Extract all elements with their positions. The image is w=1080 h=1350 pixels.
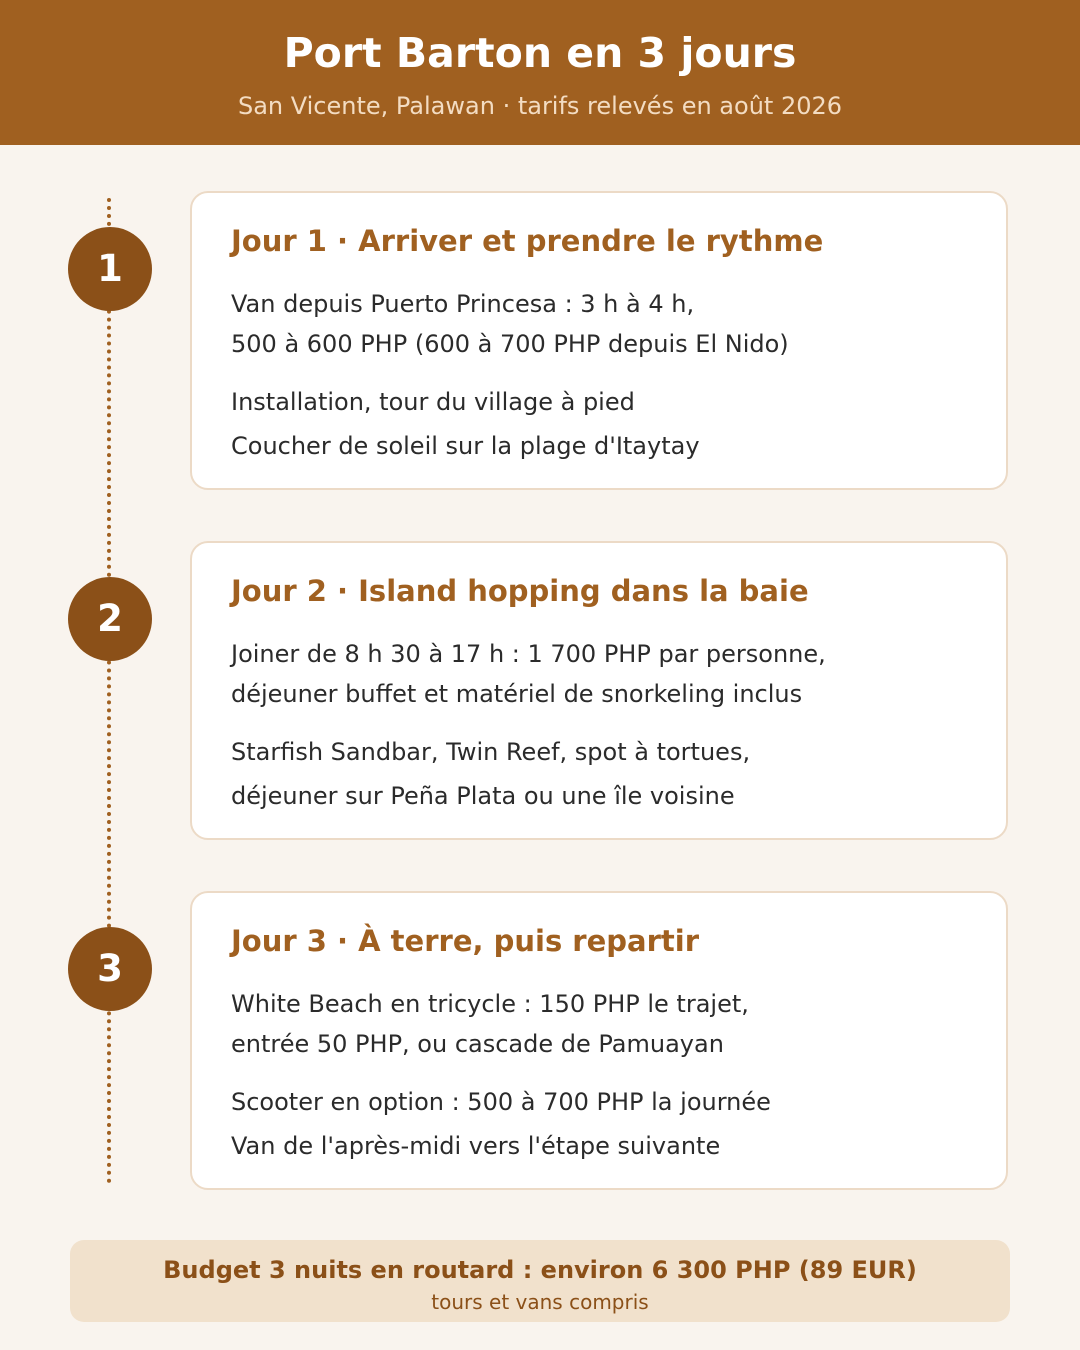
day-2-marker: 2 xyxy=(68,577,152,661)
day-1-line-3: Installation, tour du village à pied xyxy=(231,388,635,416)
day-2-title: Jour 2 · Island hopping dans la baie xyxy=(231,574,809,608)
budget-summary: Budget 3 nuits en routard : environ 6 300 PHP (89 EUR) xyxy=(163,1256,917,1284)
day-2-line-4: déjeuner sur Peña Plata ou une île voisine xyxy=(231,782,735,810)
day-1-line-2: 500 à 600 PHP (600 à 700 PHP depuis El Nido) xyxy=(231,330,789,358)
day-3-line-3: Scooter en option : 500 à 700 PHP la journée xyxy=(231,1088,771,1116)
day-3-marker: 3 xyxy=(68,927,152,1011)
day-3-line-4: Van de l'après-midi vers l'étape suivante xyxy=(231,1132,721,1160)
day-3-card xyxy=(190,891,1008,1190)
day-2-line-1: Joiner de 8 h 30 à 17 h : 1 700 PHP par personne, xyxy=(231,640,826,668)
budget-note: tours et vans compris xyxy=(431,1290,649,1314)
day-3-line-1: White Beach en tricycle : 150 PHP le trajet, xyxy=(231,990,749,1018)
page-title: Port Barton en 3 jours xyxy=(283,29,797,77)
timeline-dotted-line xyxy=(107,198,111,1184)
header-banner xyxy=(0,0,1080,145)
day-2-line-2: déjeuner buffet et matériel de snorkeling inclus xyxy=(231,680,803,708)
day-1-marker: 1 xyxy=(68,227,152,311)
day-2-card xyxy=(190,541,1008,840)
day-1-title: Jour 1 · Arriver et prendre le rythme xyxy=(231,224,824,258)
day-1-line-1: Van depuis Puerto Princesa : 3 h à 4 h, xyxy=(231,290,695,318)
page-subtitle: San Vicente, Palawan · tarifs relevés en août 2026 xyxy=(237,92,843,120)
day-1-line-4: Coucher de soleil sur la plage d'Itaytay xyxy=(231,432,700,460)
budget-box xyxy=(70,1240,1010,1322)
day-2-line-3: Starfish Sandbar, Twin Reef, spot à tortues, xyxy=(231,738,751,766)
day-3-line-2: entrée 50 PHP, ou cascade de Pamuayan xyxy=(231,1030,724,1058)
day-1-card xyxy=(190,191,1008,490)
day-3-title: Jour 3 · À terre, puis repartir xyxy=(231,924,700,958)
